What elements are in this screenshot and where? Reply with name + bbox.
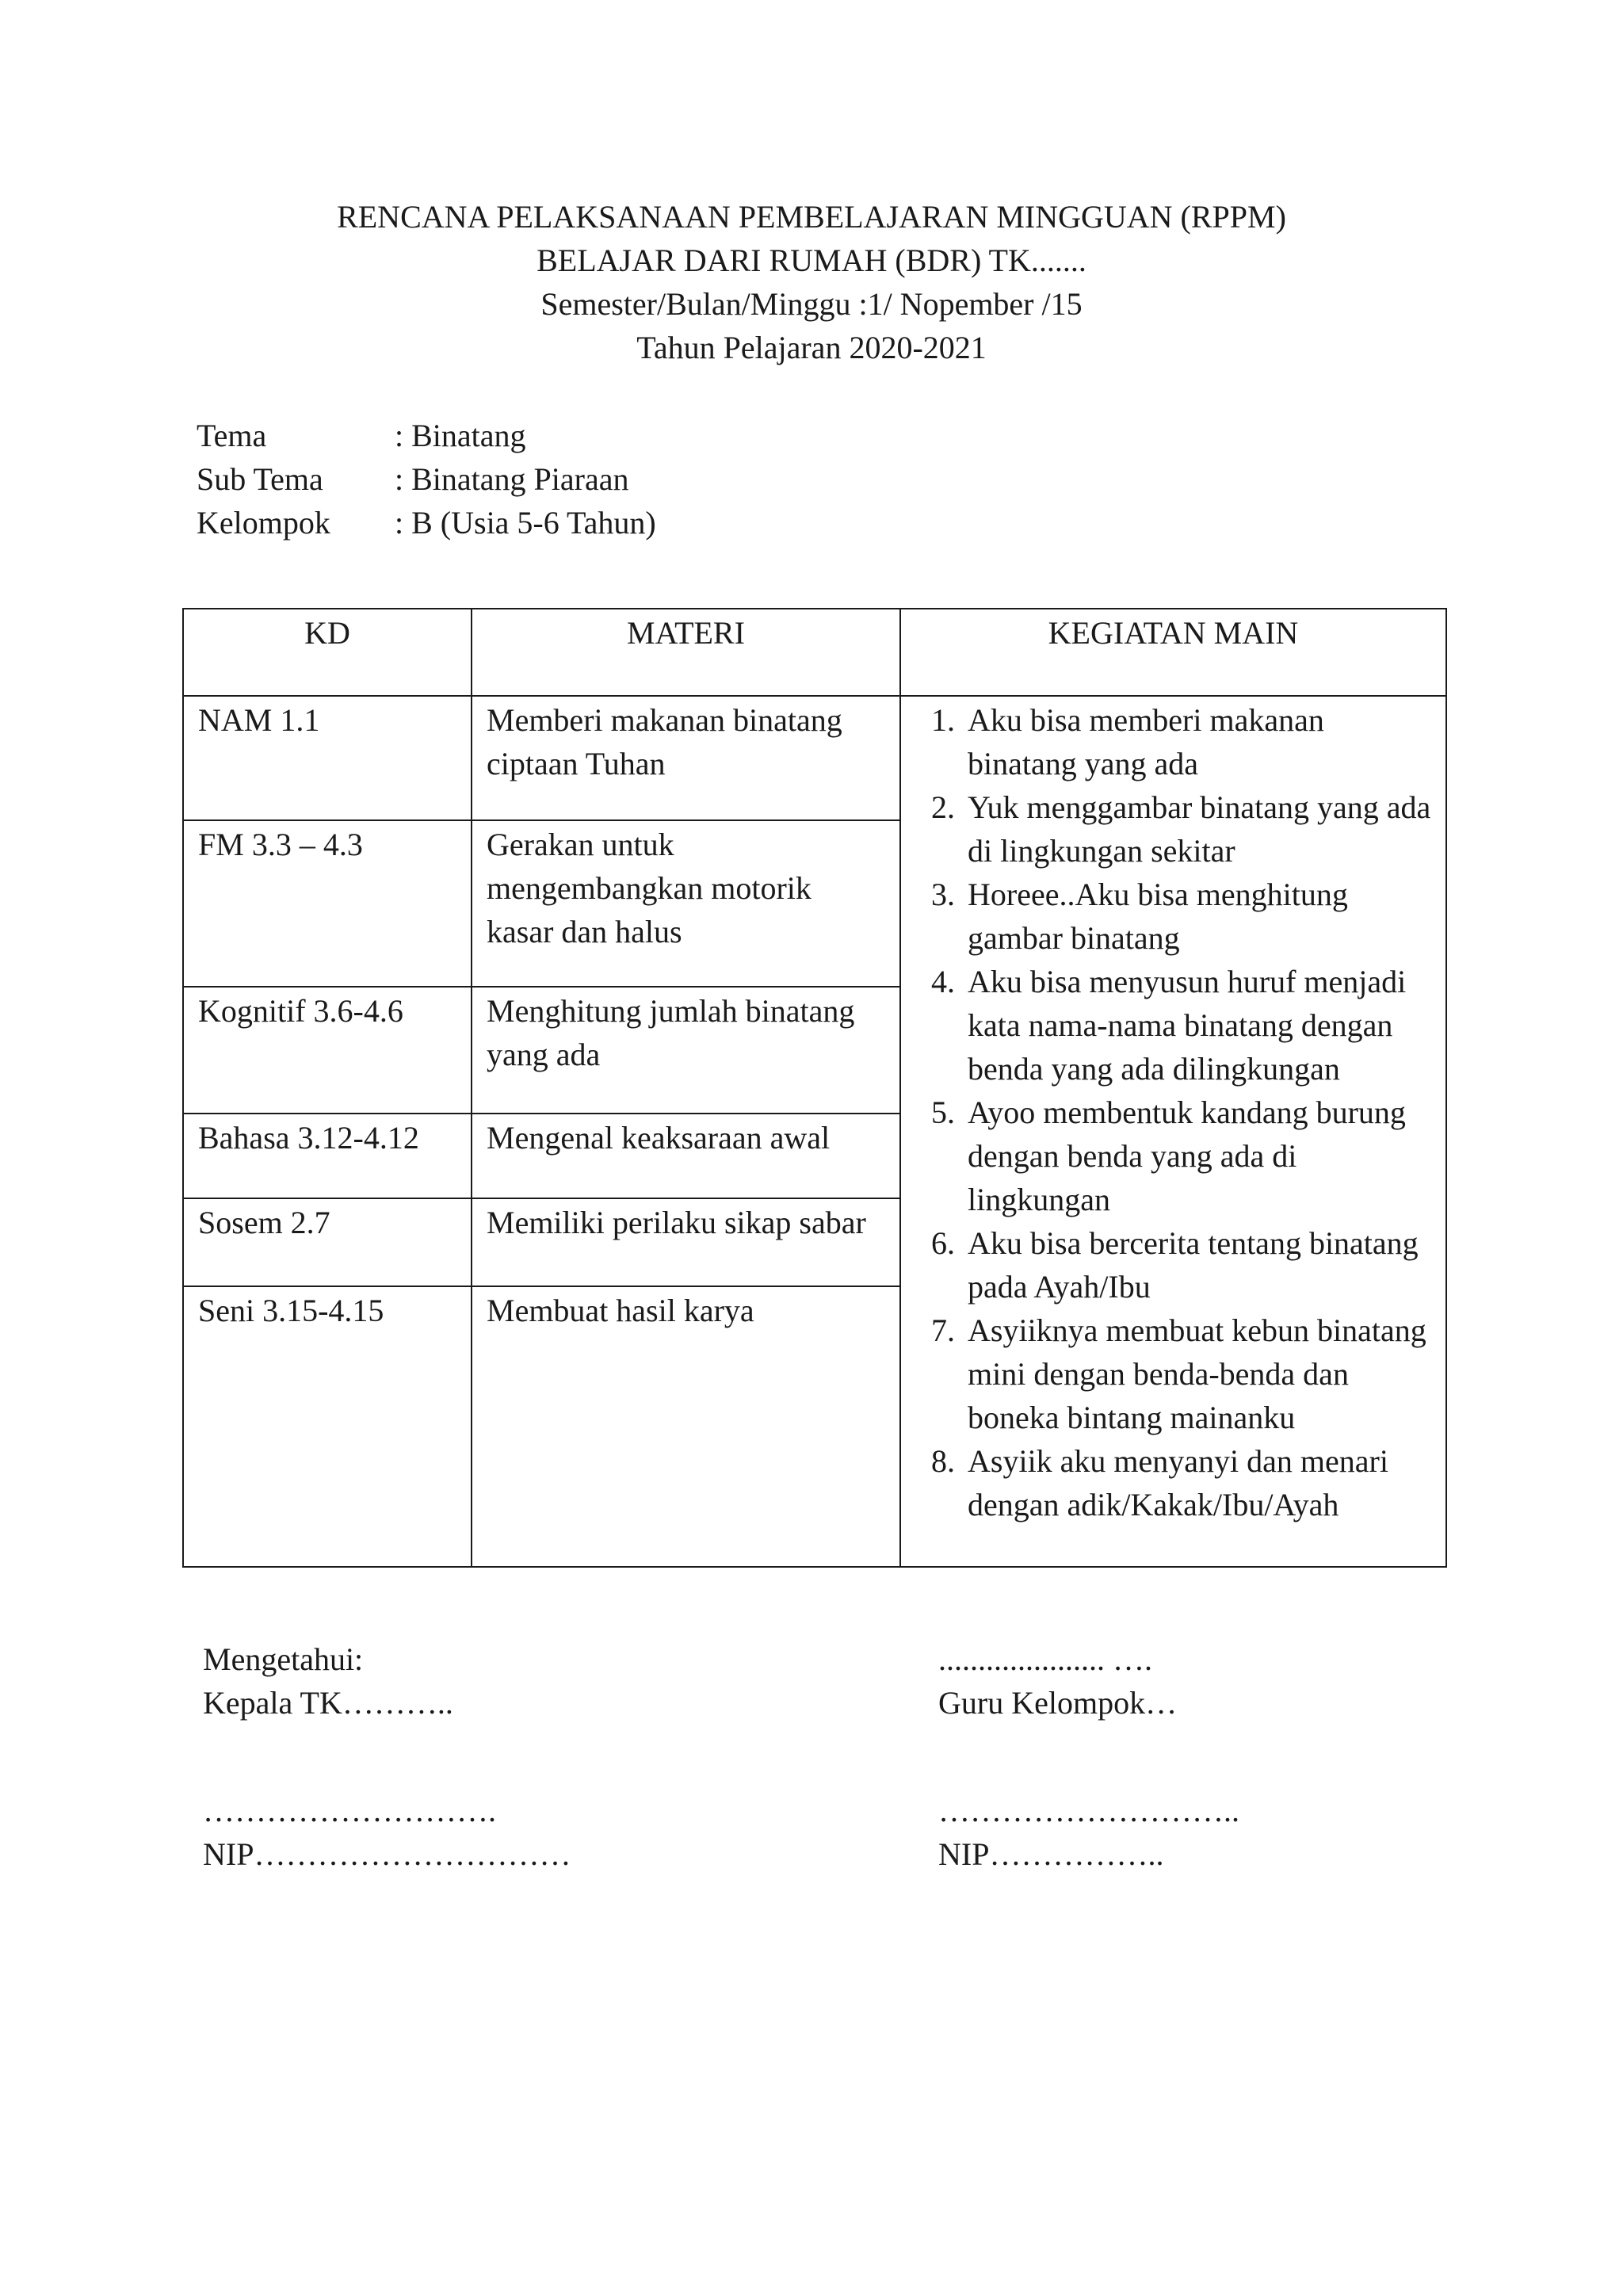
heading-semester: Semester/Bulan/Minggu :1/ Nopember /15 [540, 286, 1083, 322]
kd-cell: Bahasa 3.12-4.12 [183, 1114, 472, 1198]
materi-cell: Mengenal keaksaraan awal [472, 1114, 900, 1198]
kd-cell: NAM 1.1 [183, 696, 472, 820]
sign-teacher-label: Guru Kelompok… [938, 1685, 1178, 1721]
sign-teacher-name-line: ……………………….. [938, 1793, 1239, 1828]
meta-label: Sub Tema [197, 461, 323, 497]
materi-cell: Membuat hasil karya [472, 1286, 900, 1567]
kegiatan-item: 7. Asyiiknya membuat kebun binatang mini dengan benda-benda dan boneka bintang mainanku [963, 1308, 1431, 1439]
kegiatan-item: 1. Aku bisa memberi makanan binatang yang ada [963, 698, 1431, 785]
kegiatan-list [912, 698, 1431, 1526]
kegiatan-item: 2. Yuk menggambar binatang yang ada di lingkungan sekitar [963, 785, 1431, 873]
meta-row-tema [197, 414, 656, 457]
meta-value: : B (Usia 5-6 Tahun) [395, 505, 656, 541]
heading-year: Tahun Pelajaran 2020-2021 [636, 330, 987, 365]
materi-cell: Menghitung jumlah binatang yang ada [472, 987, 900, 1114]
header-materi: MATERI [472, 609, 900, 696]
sign-principal-name-line: ………………………. [203, 1793, 496, 1828]
kd-cell: FM 3.3 – 4.3 [183, 820, 472, 987]
meta-row-kelompok [197, 501, 656, 544]
table-row [183, 696, 1446, 820]
heading-subtitle: BELAJAR DARI RUMAH (BDR) TK....... [537, 243, 1086, 278]
document-heading [0, 195, 1623, 369]
sign-principal-nip: NIP………………………… [203, 1836, 571, 1872]
kegiatan-item: 5. Ayoo membentuk kandang burung dengan benda yang ada di lingkungan [963, 1091, 1431, 1221]
meta-value: : Binatang Piaraan [395, 461, 629, 497]
meta-info [197, 414, 656, 544]
kegiatan-item: 4. Aku bisa menyusun huruf menjadi kata nama-nama binatang dengan benda yang ada dilingkungan [963, 960, 1431, 1091]
heading-title: RENCANA PELAKSANAAN PEMBELAJARAN MINGGUAN (RPPM) [337, 199, 1286, 235]
sign-acknowledged-label: Mengetahui: [203, 1641, 364, 1677]
sign-place-date: ..................... …. [938, 1641, 1152, 1677]
materi-cell: Gerakan untuk mengembangkan motorik kasar dan halus [472, 820, 900, 987]
materi-cell: Memberi makanan binatang ciptaan Tuhan [472, 696, 900, 820]
sign-teacher-nip: NIP…………….. [938, 1836, 1164, 1872]
kegiatan-item: 8. Asyiik aku menyanyi dan menari dengan adik/Kakak/Ibu/Ayah [963, 1439, 1431, 1526]
sign-principal-label: Kepala TK……….. [203, 1685, 453, 1721]
signature-right [938, 1637, 1239, 1876]
kegiatan-item: 3. Horeee..Aku bisa menghitung gambar binatang [963, 873, 1431, 960]
kd-cell: Kognitif 3.6-4.6 [183, 987, 472, 1114]
signature-left [203, 1637, 571, 1876]
rppm-table [182, 608, 1447, 1568]
header-kegiatan-main: KEGIATAN MAIN [900, 609, 1446, 696]
kegiatan-item: 6. Aku bisa bercerita tentang binatang pada Ayah/Ibu [963, 1221, 1431, 1308]
table-header-row [183, 609, 1446, 696]
meta-row-sub-tema [197, 457, 656, 501]
meta-label: Kelompok [197, 505, 330, 541]
materi-cell: Memiliki perilaku sikap sabar [472, 1198, 900, 1286]
kd-cell: Seni 3.15-4.15 [183, 1286, 472, 1567]
meta-value: : Binatang [395, 418, 526, 453]
header-kd: KD [183, 609, 472, 696]
kegiatan-cell [900, 696, 1446, 1567]
meta-label: Tema [197, 418, 267, 453]
kd-cell: Sosem 2.7 [183, 1198, 472, 1286]
